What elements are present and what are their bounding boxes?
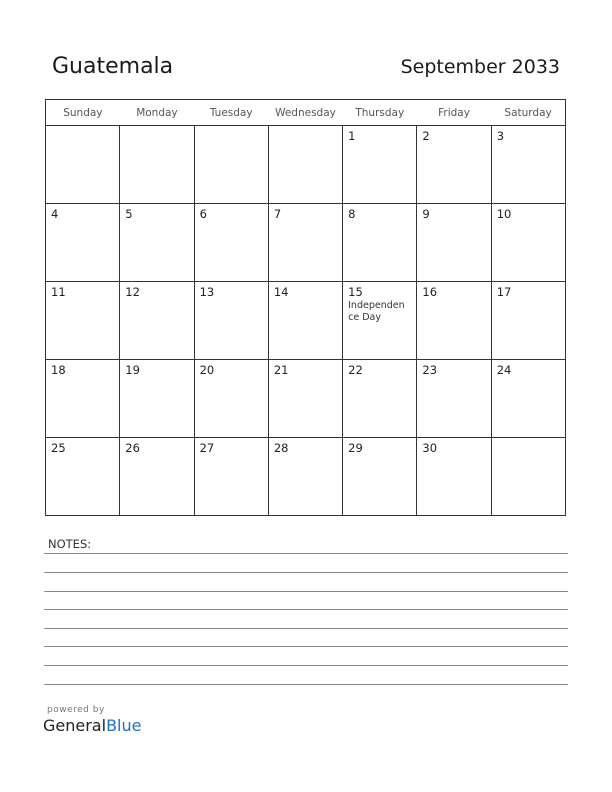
week-row	[46, 204, 566, 282]
day-number: 1	[348, 129, 356, 143]
note-line	[44, 553, 568, 554]
powered-by-text: powered by	[47, 705, 105, 715]
note-line	[44, 628, 568, 629]
day-number: 17	[496, 285, 512, 299]
day-number: 6	[199, 207, 207, 221]
day-cell	[491, 438, 565, 516]
day-cell	[491, 204, 565, 282]
week-row	[46, 126, 566, 204]
day-number: 20	[199, 363, 215, 377]
day-cell	[194, 204, 268, 282]
day-cell	[46, 126, 120, 204]
day-number: 22	[348, 363, 363, 377]
note-line	[44, 591, 568, 592]
day-cell	[46, 438, 120, 516]
day-number: 2	[422, 129, 430, 143]
weekday-header: Sunday	[46, 100, 120, 126]
day-cell	[491, 282, 565, 360]
day-cell	[417, 126, 491, 204]
day-cell	[120, 360, 194, 438]
day-cell	[268, 282, 342, 360]
day-cell	[343, 360, 417, 438]
generalblue-logo	[43, 716, 141, 735]
day-number: 10	[496, 207, 512, 221]
week-row	[46, 438, 566, 516]
day-number: 28	[273, 441, 289, 455]
day-cell	[194, 126, 268, 204]
note-line	[44, 572, 568, 573]
day-number: 7	[273, 207, 282, 221]
day-number: 12	[125, 285, 140, 299]
day-number: 18	[51, 363, 66, 377]
weekday-header-row	[46, 100, 566, 126]
day-number: 21	[273, 363, 289, 377]
day-cell	[417, 204, 491, 282]
weekday-header: Tuesday	[194, 100, 268, 126]
day-cell	[120, 126, 194, 204]
day-cell	[417, 438, 491, 516]
day-number: 3	[496, 129, 505, 143]
note-line	[44, 665, 568, 666]
day-number: 8	[348, 207, 356, 221]
day-cell	[46, 360, 120, 438]
weekday-header: Friday	[417, 100, 491, 126]
day-number: 29	[348, 441, 363, 455]
day-cell	[194, 282, 268, 360]
brand-general: General	[43, 716, 107, 735]
day-cell	[343, 204, 417, 282]
week-row	[46, 282, 566, 360]
day-cell	[268, 438, 342, 516]
day-number: 14	[273, 285, 289, 299]
day-cell	[343, 126, 417, 204]
calendar-grid	[45, 99, 566, 516]
day-cell	[417, 360, 491, 438]
day-number: 11	[51, 285, 66, 299]
day-number: 9	[422, 207, 430, 221]
weekday-header: Saturday	[491, 100, 565, 126]
day-cell	[194, 438, 268, 516]
day-number: 5	[125, 207, 133, 221]
day-number: 19	[125, 363, 140, 377]
day-cell	[120, 438, 194, 516]
day-cell	[194, 360, 268, 438]
note-line	[44, 609, 568, 610]
day-number: 27	[199, 441, 215, 455]
day-cell	[46, 204, 120, 282]
day-number: 15	[348, 285, 363, 299]
day-cell	[46, 282, 120, 360]
month-year-title: September 2033	[400, 56, 560, 78]
weekday-header: Wednesday	[268, 100, 342, 126]
day-number: 16	[422, 285, 438, 299]
note-line	[44, 646, 568, 647]
day-cell	[491, 126, 565, 204]
brand-blue: Blue	[106, 716, 142, 735]
weekday-header: Monday	[120, 100, 194, 126]
day-cell	[268, 360, 342, 438]
day-number: 30	[422, 441, 438, 455]
holiday-label: Independen ce Day	[348, 300, 405, 323]
day-cell	[120, 282, 194, 360]
day-cell	[268, 204, 342, 282]
day-number: 13	[199, 285, 215, 299]
day-number: 24	[496, 363, 512, 377]
weekday-header: Thursday	[343, 100, 417, 126]
day-number: 25	[51, 441, 66, 455]
day-number: 26	[125, 441, 140, 455]
week-row	[46, 360, 566, 438]
day-cell	[343, 282, 417, 360]
day-cell	[417, 282, 491, 360]
day-number: 23	[422, 363, 438, 377]
day-cell	[343, 438, 417, 516]
day-cell	[120, 204, 194, 282]
note-line	[44, 684, 568, 685]
day-cell	[268, 126, 342, 204]
notes-label: NOTES:	[48, 537, 92, 551]
day-cell	[491, 360, 565, 438]
country-title: Guatemala	[52, 54, 174, 79]
day-number: 4	[51, 207, 59, 221]
